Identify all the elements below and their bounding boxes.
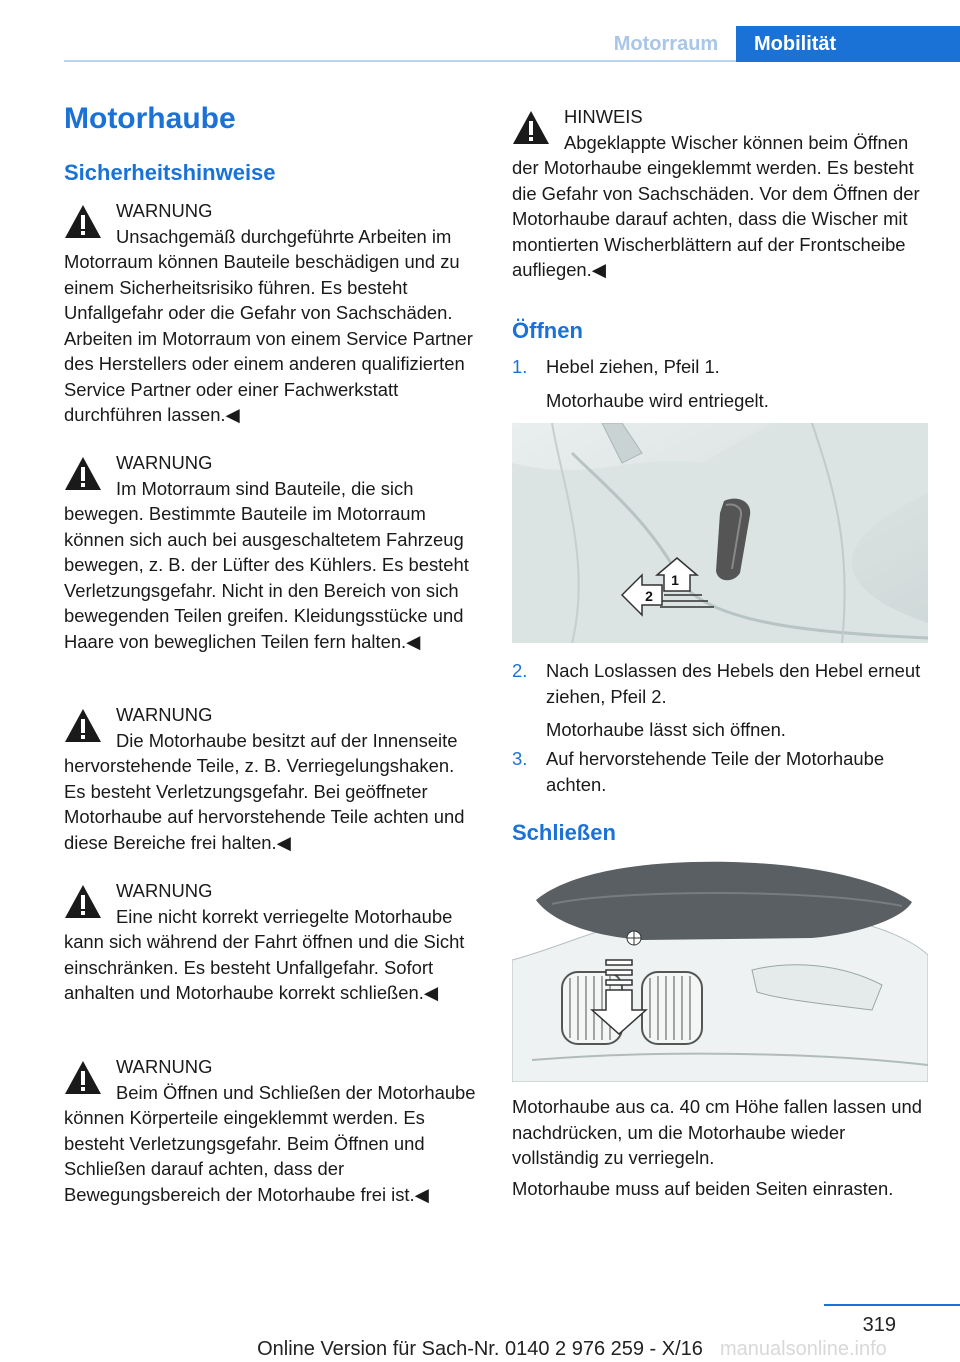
online-version-note: Online Version für Sach-Nr. 0140 2 976 259 - X/16 [257,1338,703,1360]
notice-label: HINWEIS [564,106,643,127]
step-item [512,746,928,797]
warning-block [64,450,478,654]
close-instruction-text: Motorhaube aus ca. 40 cm Höhe fallen lassen und nachdrücken, um die Motorhaube wieder vollständig zu verriegeln. [512,1096,922,1168]
step-result: Motorhaube wird entriegelt. [546,389,769,411]
warning-text: Beim Öffnen und Schließen der Motorhaube können Körperteile eingeklemmt werden. Es besteht Verletzungsgefahr. Beim Öffnen und Schließen darauf achten, dass der Bewegungsbereich der Motorhaube frei ist.◀ [64,1081,476,1205]
warning-block [64,702,478,855]
step-text: Nach Loslassen des Hebels den Hebel erneut ziehen, Pfeil 2. [546,660,921,707]
hood-release-illustration [512,423,928,643]
warning-block [64,198,478,428]
step-number: 3. [512,748,528,769]
warning-triangle-icon [64,204,102,240]
warning-triangle-icon [64,456,102,492]
section-title-safety: Sicherheitshinweise [64,160,276,185]
close-hood-illustration [512,860,928,1082]
notice-text: Abgeklappte Wischer können beim Öffnen der Motorhaube eingeklemmt werden. Es besteht die Gefahr von Sachschäden. Vor dem Öffnen der Motorhaube darauf achten, dass die Wischer mit montierten Wischerblättern auf der Frontscheibe aufliegen.◀ [512,131,920,280]
step-item [512,658,928,743]
step-item [512,354,928,413]
warning-text: Eine nicht korrekt verriegelte Motorhaube kann sich während der Fahrt öffnen und die Sicht einschränken. Es besteht Unfallgefahr. Sofort anhalten und Motorhaube korrekt schließen.◀ [64,905,465,1003]
step-result: Motorhaube lässt sich öffnen. [546,719,786,740]
warning-triangle-icon [512,110,550,146]
arrow-label-2: 2 [645,588,653,604]
figure-close-hood [512,860,928,1082]
close-engage-text: Motorhaube muss auf beiden Seiten einrasten. [512,1178,894,1199]
warning-block [64,1054,478,1207]
section-title-close: Schließen [512,820,616,845]
section-title-open: Öffnen [512,318,583,343]
step-number: 2. [512,660,528,681]
warning-text: Die Motorhaube besitzt auf der Innenseite hervorstehende Teile, z. B. Verriegelungshaken. Es besteht Verletzungsgefahr. Bei geöffneter Motorhaube auf hervorstehende Teile achten und diese Bereiche frei halten.◀ [64,729,465,853]
warning-triangle-icon [64,708,102,744]
warning-triangle-icon [64,884,102,920]
step-text: Hebel ziehen, Pfeil 1. [546,356,720,377]
warning-label: WARNUNG [116,452,213,473]
arrow-label-1: 1 [671,572,679,588]
figure-hood-release-lever [512,423,928,643]
step-number: 1. [512,356,528,377]
page-header [0,26,960,62]
watermark: manualsonline.info [720,1338,887,1360]
page-title: Motorhaube [64,102,236,135]
header-section-tab: Motorraum [613,33,719,55]
page-number: 319 [862,1314,896,1336]
header-chapter-tab: Mobilität [736,26,960,62]
step-text: Auf hervorstehende Teile der Motorhaube achten. [546,748,885,795]
notice-block [512,104,928,283]
warning-text: Unsachgemäß durchgeführte Arbeiten im Motorraum können Bauteile beschädigen und zu einem Sicherheitsrisiko führen. Es besteht Unfallgefahr oder die Gefahr von Sachschäden. Arbeiten im Motorraum von einem Service Partner des Herstellers oder einem anderen qualifizierten Service Partner oder einer Fachwerkstatt durchführen lassen.◀ [64,225,473,425]
footer-rule [824,1304,960,1306]
warning-label: WARNUNG [116,200,213,221]
warning-label: WARNUNG [116,1056,213,1077]
warning-triangle-icon [64,1060,102,1096]
warning-text: Im Motorraum sind Bauteile, die sich bewegen. Bestimmte Bauteile im Motorraum können sich auch bei ausgeschaltetem Fahrzeug bewegen, z. B. der Lüfter des Kühlers. Es besteht Verletzungsgefahr. Nicht in den Bereich von sich bewegenden Teilen greifen. Kleidungsstücke und Haare von beweglichen Teilen fern halten.◀ [64,477,469,652]
warning-label: WARNUNG [116,880,213,901]
warning-block [64,878,478,1006]
warning-label: WARNUNG [116,704,213,725]
